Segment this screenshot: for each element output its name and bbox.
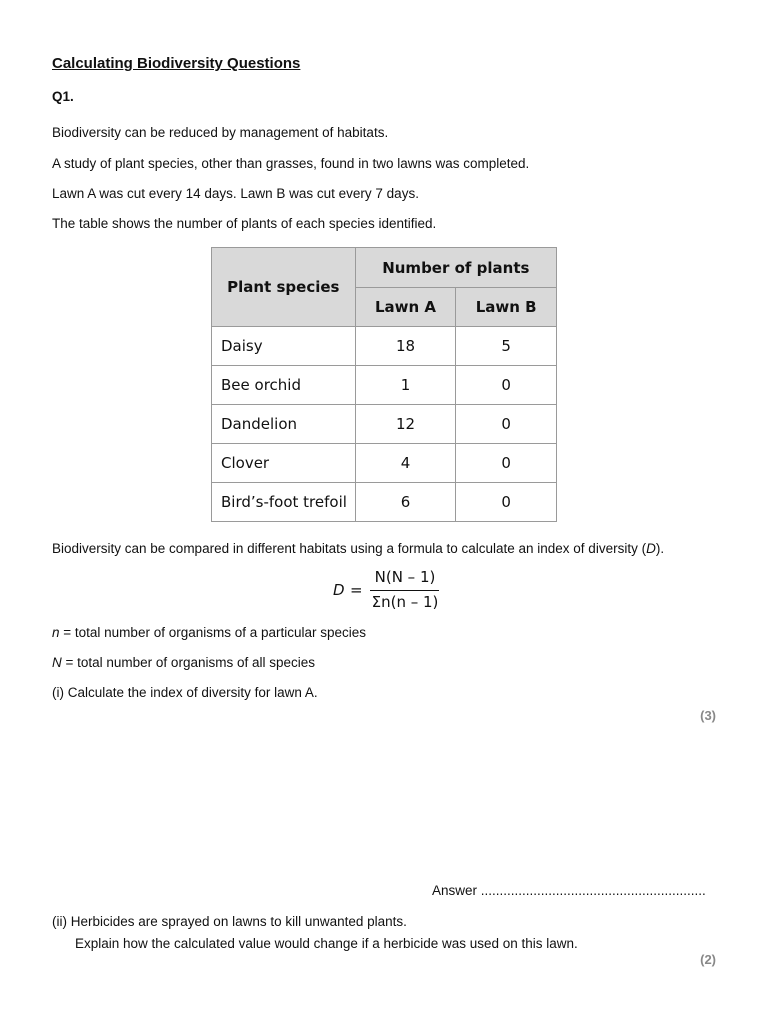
part-i-marks: (3) — [700, 708, 716, 723]
intro-line-1: Biodiversity can be reduced by management of habitats. — [52, 125, 389, 140]
lawn-b-cell: 0 — [456, 366, 557, 405]
compare-sentence — [52, 541, 664, 556]
answer-line[interactable]: Answer ............................................................ — [432, 883, 706, 898]
header-number-of-plants: Number of plants — [355, 248, 556, 288]
compare-text-before: Biodiversity can be compared in different habitats using a formula to calculate an index of diversity ( — [52, 541, 647, 556]
formula-equals: = — [350, 581, 363, 599]
definition-N — [52, 655, 315, 670]
formula-denominator: Σn(n – 1) — [371, 593, 439, 611]
species-cell: Bee orchid — [212, 366, 356, 405]
page-title: Calculating Biodiversity Questions — [52, 55, 301, 72]
intro-line-2: A study of plant species, other than grasses, found in two lawns was completed. — [52, 156, 530, 171]
lawn-a-cell: 12 — [355, 405, 456, 444]
compare-symbol: D — [646, 541, 656, 556]
part-ii-marks: (2) — [700, 952, 716, 967]
part-ii-line-2: Explain how the calculated value would change if a herbicide was used on this lawn. — [75, 936, 578, 951]
intro-line-4: The table shows the number of plants of each species identified. — [52, 216, 437, 231]
lawn-a-cell: 1 — [355, 366, 456, 405]
part-i-question: (i) Calculate the index of diversity for lawn A. — [52, 685, 318, 700]
fraction-bar — [370, 590, 439, 591]
species-cell: Bird’s-foot trefoil — [212, 483, 356, 522]
header-lawn-b: Lawn B — [456, 288, 557, 327]
lawn-b-cell: 0 — [456, 483, 557, 522]
part-ii-question: (ii) Herbicides are sprayed on lawns to kill unwanted plants. — [52, 914, 407, 929]
species-cell: Dandelion — [212, 405, 356, 444]
diversity-formula — [333, 566, 443, 616]
lawn-a-cell: 4 — [355, 444, 456, 483]
lawn-a-cell: 18 — [355, 327, 456, 366]
formula-lhs: D — [333, 581, 345, 599]
definition-n-text: = total number of organisms of a particular species — [59, 625, 367, 640]
table-row — [212, 405, 557, 444]
header-lawn-a: Lawn A — [355, 288, 456, 327]
species-cell: Daisy — [212, 327, 356, 366]
lawn-b-cell: 0 — [456, 405, 557, 444]
species-cell: Clover — [212, 444, 356, 483]
intro-line-3: Lawn A was cut every 14 days. Lawn B was cut every 7 days. — [52, 186, 419, 201]
table-row — [212, 327, 557, 366]
definition-N-text: = total number of organisms of all species — [61, 655, 316, 670]
definition-n-symbol: n — [52, 625, 60, 640]
definition-n — [52, 625, 366, 640]
lawn-a-cell: 6 — [355, 483, 456, 522]
lawn-b-cell: 5 — [456, 327, 557, 366]
lawn-b-cell: 0 — [456, 444, 557, 483]
formula-numerator: N(N – 1) — [374, 568, 436, 586]
table-row — [212, 444, 557, 483]
table-row — [212, 366, 557, 405]
question-number: Q1. — [52, 89, 74, 104]
plants-table — [211, 247, 557, 522]
header-plant-species: Plant species — [212, 248, 356, 327]
definition-N-symbol: N — [52, 655, 62, 670]
compare-text-after: ). — [655, 541, 665, 556]
table-row — [212, 483, 557, 522]
